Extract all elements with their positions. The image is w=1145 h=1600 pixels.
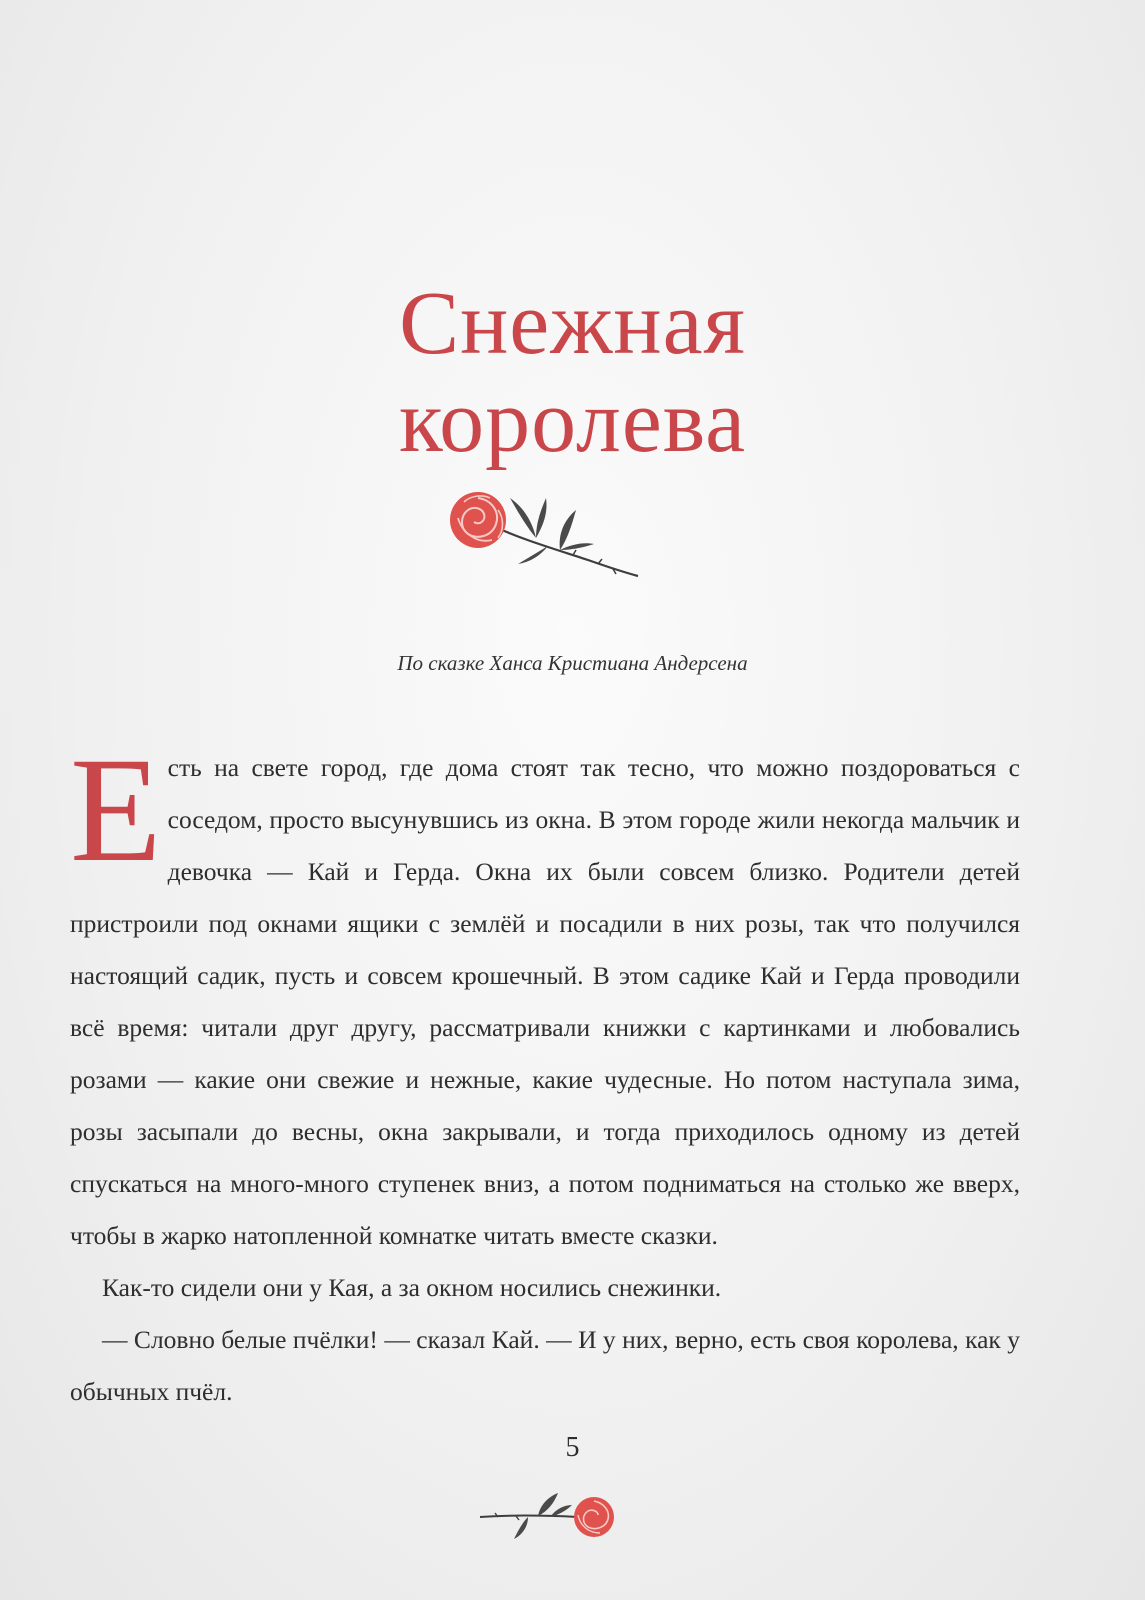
paragraph-3: — Словно белые пчёлки! — сказал Кай. — И у них, верно, есть своя королева, как у обычных пчёл.	[70, 1325, 1020, 1406]
paragraph-2: Как-то сидели они у Кая, а за окном носились снежинки.	[102, 1273, 722, 1302]
page-number: 5	[565, 1432, 580, 1463]
rose-icon	[448, 488, 648, 588]
title-line-1: Снежная	[399, 274, 746, 373]
rose-icon	[478, 1487, 618, 1547]
page-title	[0, 275, 1145, 471]
title-line-2: королева	[398, 372, 747, 471]
drop-cap: Е	[70, 727, 162, 893]
paragraph-1-text: сть на свете город, где дома стоят так тесно, что можно поздороваться с соседом, просто высунувшись из окна. В этом городе жили некогда мальчик и девочка — Кай и Герда. Окна их были совсем близко. Родители детей пристроили под окнами ящики с землёй и посадили в них розы, так что получился настоящий садик, пусть и совсем крошечный. В этом садике Кай и Герда проводили всё время: читали друг другу, рассматривали книжки с картинками и любовались розами — какие они свежие и нежные, какие чудесные. Но потом наступала зима, розы засыпали до весны, окна закрывали, и тогда приходилось одному из детей спускаться на много-много ступенек вниз, а потом подниматься на столько же вверх, чтобы в жарко натопленной комнатке читать вместе сказки.	[70, 753, 1020, 1250]
paragraph-1	[70, 727, 1020, 1262]
story-text	[70, 727, 1020, 1418]
subtitle-author: По сказке Ханса Кристиана Андерсена	[397, 651, 748, 675]
